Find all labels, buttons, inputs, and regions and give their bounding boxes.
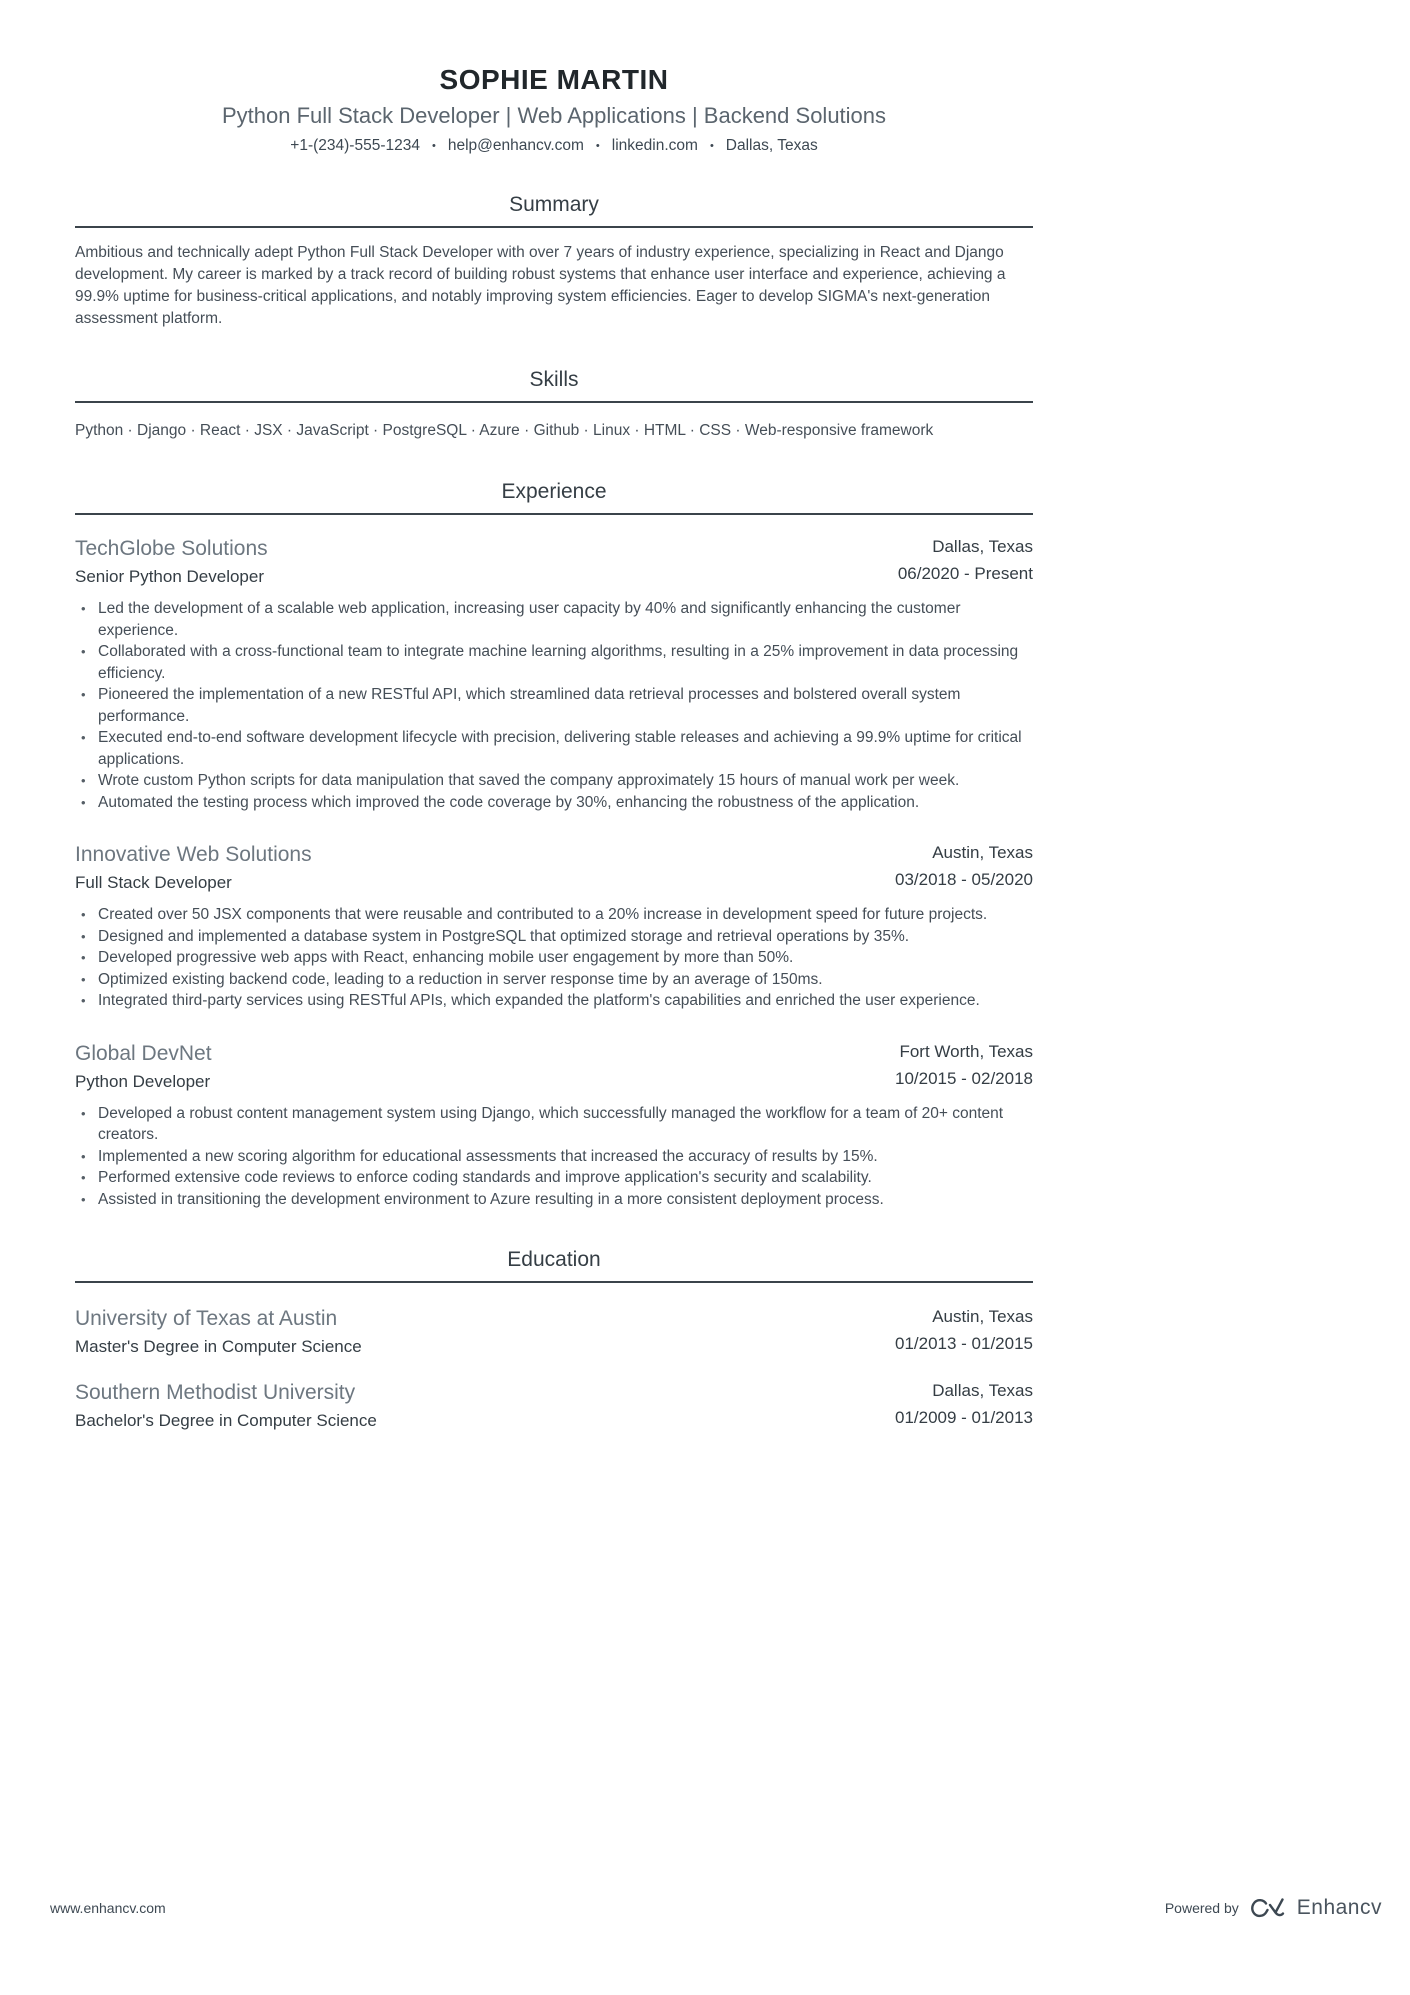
bullet-item: • Led the development of a scalable web application, increasing user capacity by 40% and significantly enhancing the customer experience.	[81, 598, 1033, 641]
dot-separator: •	[595, 140, 600, 152]
school-location: Austin, Texas	[932, 1307, 1033, 1326]
section-summary	[75, 193, 1033, 330]
section-skills	[75, 368, 1033, 442]
education-heading: Education	[507, 1248, 601, 1271]
degree: Master's Degree in Computer Science	[75, 1337, 362, 1356]
experience-entry	[75, 843, 1033, 1012]
degree: Bachelor's Degree in Computer Science	[75, 1411, 377, 1430]
powered-by-label: Powered by	[1164, 1900, 1239, 1916]
contact-location: Dallas, Texas	[725, 137, 818, 154]
education-entry	[75, 1307, 1033, 1357]
experience-entry	[75, 537, 1033, 813]
summary-text: Ambitious and technically adept Python Full Stack Developer with over 7 years of industry experience, specializing in React and Django development. My career is marked by a track record of building robust systems that enhance user interface and experience, achieving a 99.9% uptime for business-critical applications, and notably improving system efficiencies. Eager to develop SIGMA's next-generation assessment platform.	[75, 244, 1006, 327]
school-name: Southern Methodist University	[75, 1381, 356, 1404]
entry-header	[75, 1381, 1033, 1431]
contact-email: help@enhancv.com	[447, 137, 584, 154]
job-dates: 10/2015 - 02/2018	[894, 1068, 1033, 1088]
bullet-item: • Developed a robust content management system using Django, which successfully managed the workflow for a team of 20+ content creators.	[81, 1103, 1033, 1146]
candidate-name: SOPHIE MARTIN	[439, 64, 669, 95]
job-role: Senior Python Developer	[75, 567, 265, 586]
contact-row	[75, 137, 1033, 155]
resume-header	[75, 64, 1033, 155]
section-divider	[75, 401, 1033, 403]
dot-separator: •	[709, 140, 714, 152]
bullet-item: • Pioneered the implementation of a new RESTful API, which streamlined data retrieval processes and bolstered overall system performance.	[81, 684, 1033, 727]
contact-phone: +1-(234)-555-1234	[290, 137, 420, 154]
bullet-item: • Wrote custom Python scripts for data manipulation that saved the company approximately 15 hours of manual work per week.	[81, 770, 1033, 792]
entry-header	[75, 537, 1033, 587]
section-experience	[75, 480, 1033, 1210]
entry-header	[75, 1042, 1033, 1092]
section-divider	[75, 1281, 1033, 1283]
brand-name: Enhancv	[1296, 1896, 1382, 1919]
job-location: Fort Worth, Texas	[899, 1041, 1033, 1061]
bullet-item: • Automated the testing process which improved the code coverage by 30%, enhancing the robustness of the application.	[81, 792, 1033, 814]
footer-website: www.enhancv.com	[50, 1900, 166, 1916]
bullet-item: • Assisted in transitioning the development environment to Azure resulting in a more consistent deployment process.	[81, 1189, 1033, 1211]
job-dates: 03/2018 - 05/2020	[894, 870, 1033, 889]
contact-linkedin: linkedin.com	[611, 137, 698, 154]
skills-heading: Skills	[529, 368, 579, 391]
job-dates: 06/2020 - Present	[897, 564, 1033, 583]
bullet-item: • Optimized existing backend code, leading to a reduction in server response time by an average of 150ms.	[81, 969, 1033, 991]
bullet-item: • Executed end-to-end software development lifecycle with precision, delivering stable releases and achieving a 99.9% uptime for critical applications.	[81, 727, 1033, 770]
company-name: Global DevNet	[75, 1041, 212, 1065]
bullet-item: • Collaborated with a cross-functional team to integrate machine learning algorithms, resulting in a 25% improvement in data processing efficiency.	[81, 641, 1033, 684]
entry-header	[75, 843, 1033, 893]
entry-header	[75, 1307, 1033, 1357]
footer-brand	[1165, 1895, 1382, 1921]
education-entry	[75, 1381, 1033, 1431]
section-divider	[75, 513, 1033, 515]
school-dates: 01/2009 - 01/2013	[894, 1408, 1033, 1427]
skills-list: Python · Django · React · JSX · JavaScript · PostgreSQL · Azure · Github · Linux · HTML · CSS · Web-responsive framework	[75, 422, 934, 439]
bullet-item: • Developed progressive web apps with React, enhancing mobile user engagement by more than 50%.	[81, 947, 1033, 969]
company-name: Innovative Web Solutions	[75, 843, 312, 866]
candidate-title: Python Full Stack Developer | Web Applications | Backend Solutions	[221, 103, 887, 128]
job-role: Python Developer	[75, 1071, 211, 1091]
bullet-item: • Created over 50 JSX components that were reusable and contributed to a 20% increase in development speed for future projects.	[81, 904, 1033, 926]
page-footer	[50, 1895, 1382, 1921]
job-location: Dallas, Texas	[932, 537, 1033, 556]
school-dates: 01/2013 - 01/2015	[894, 1334, 1033, 1353]
bullet-item: • Designed and implemented a database system in PostgreSQL that optimized storage and retrieval operations by 35%.	[81, 926, 1033, 948]
bullet-item: • Integrated third-party services using RESTful APIs, which expanded the platform's capabilities and enriched the user experience.	[81, 990, 1033, 1012]
experience-heading: Experience	[501, 480, 607, 503]
summary-heading: Summary	[509, 193, 599, 216]
job-bullets	[75, 598, 1033, 813]
resume-content	[75, 64, 1033, 1431]
job-bullets	[75, 904, 1033, 1012]
enhancv-logo-icon	[1248, 1895, 1288, 1921]
experience-entry	[75, 1042, 1033, 1211]
bullet-item: • Performed extensive code reviews to enforce coding standards and improve application's security and scalability.	[81, 1167, 1033, 1189]
job-location: Austin, Texas	[932, 843, 1033, 862]
company-name: TechGlobe Solutions	[75, 537, 268, 560]
section-divider	[75, 226, 1033, 228]
job-bullets	[75, 1103, 1033, 1211]
school-name: University of Texas at Austin	[75, 1307, 338, 1330]
job-role: Full Stack Developer	[75, 873, 232, 892]
school-location: Dallas, Texas	[932, 1381, 1033, 1400]
section-education	[75, 1248, 1033, 1431]
dot-separator: •	[431, 140, 436, 152]
bullet-item: • Implemented a new scoring algorithm for educational assessments that increased the accuracy of results by 15%.	[81, 1146, 1033, 1168]
